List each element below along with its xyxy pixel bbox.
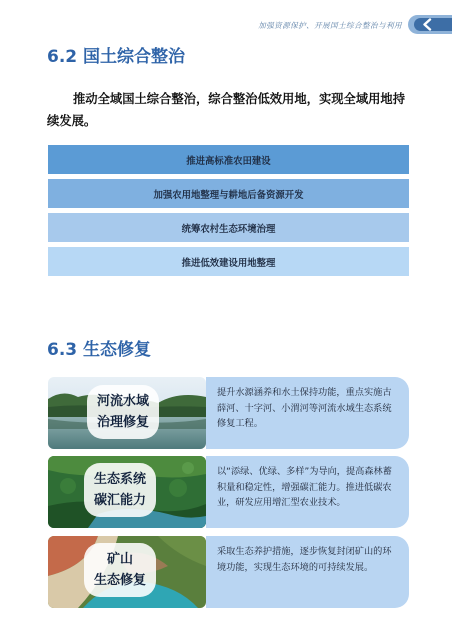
- forest-label-line1: 生态系统: [94, 472, 147, 487]
- measure-bar-4: 推进低效建设用地整理: [48, 247, 409, 276]
- quarry-label-line1: 矿山: [107, 552, 134, 567]
- forest-description: 以“添绿、优绿、多样”为导向，提高森林蓄积量和稳定性，增强碳汇能力。推进低碳农业，研发应用增汇型农业技术。: [206, 456, 409, 528]
- quarry-label: [84, 543, 156, 597]
- river-description: 提升水源涵养和水土保持功能，重点实施古薛河、十字河、小渭河等河流水域生态系统修复工程。: [206, 377, 409, 449]
- section-title-62: 6.2 国土综合整治: [47, 47, 186, 67]
- river-label-line2: 治理修复: [97, 415, 150, 430]
- river-label: [87, 385, 159, 439]
- section-intro: 推动全域国土综合整治，综合整治低效用地，实现全域用地持续发展。: [47, 92, 406, 128]
- measure-bar-1: 推进高标准农田建设: [48, 145, 409, 174]
- quarry-description: 采取生态养护措施，逐步恢复封闭矿山的环境功能，实现生态环境的可持续发展。: [206, 536, 409, 608]
- measure-bar-2: 加强农用地整理与耕地后备资源开发: [48, 179, 409, 208]
- forest-label-line2: 碳汇能力: [94, 493, 147, 508]
- section-title-63: 6.3 生态修复: [47, 340, 152, 360]
- measure-bar-3: 统筹农村生态环境治理: [48, 213, 409, 242]
- quarry-label-line2: 生态修复: [94, 573, 147, 588]
- river-label-line1: 河流水域: [97, 394, 150, 409]
- chevron-left-icon: [421, 18, 434, 31]
- running-header: 加强资源保护、开展国土综合整治与利用: [258, 21, 402, 30]
- forest-label: [84, 463, 156, 517]
